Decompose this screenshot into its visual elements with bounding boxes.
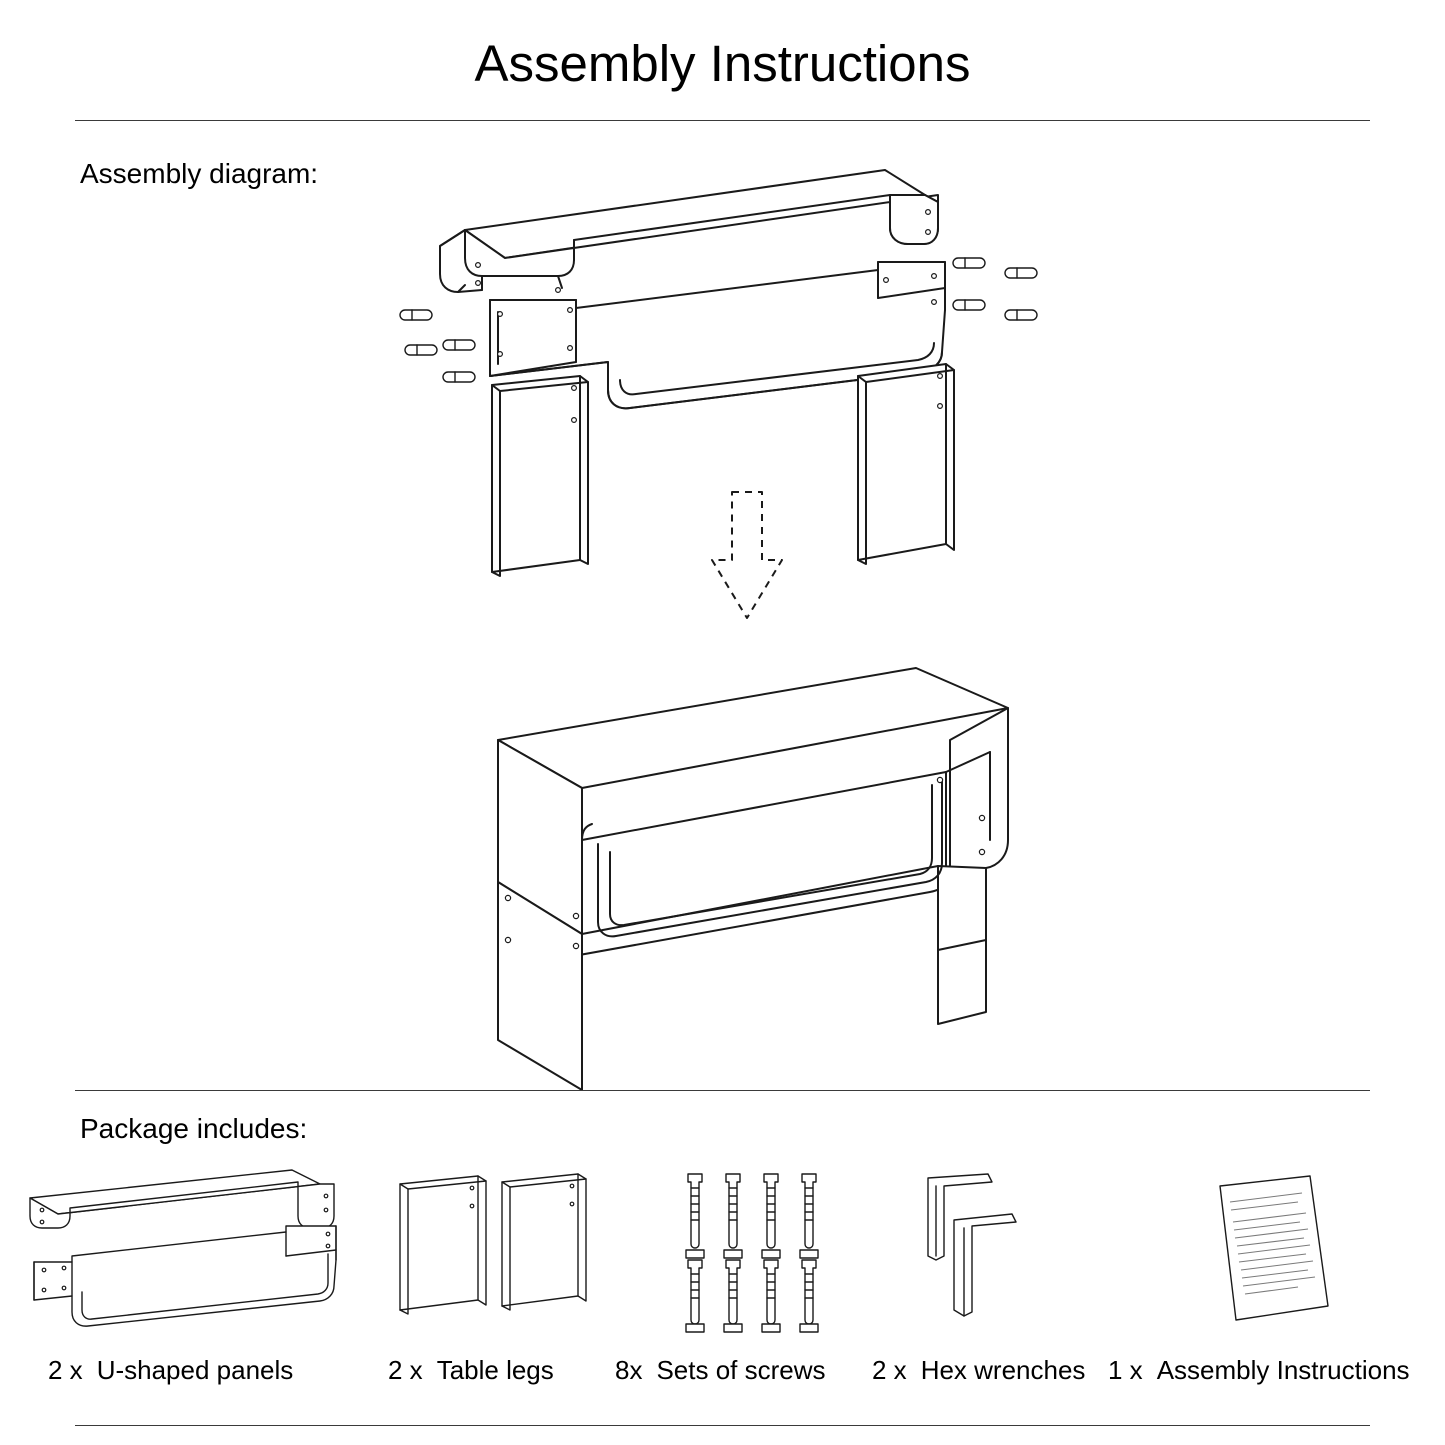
package-item-qty: 2 x	[388, 1355, 423, 1385]
divider-top	[75, 120, 1370, 121]
package-item-caption	[872, 1355, 1085, 1386]
divider-middle	[75, 1090, 1370, 1091]
right-table-leg	[858, 364, 954, 564]
assembly-diagram	[330, 140, 1120, 1040]
table-legs-icon	[400, 1174, 586, 1314]
package-contents	[20, 1160, 1430, 1340]
package-item-qty: 8x	[615, 1355, 643, 1385]
instructions-sheet-icon	[1220, 1176, 1328, 1320]
package-item-caption	[48, 1355, 293, 1386]
screws-icon	[686, 1174, 818, 1332]
package-item-qty: 1 x	[1108, 1355, 1143, 1385]
assembly-direction-arrow	[712, 492, 782, 618]
package-item-caption	[388, 1355, 554, 1386]
package-item-qty: 2 x	[48, 1355, 83, 1385]
package-captions	[0, 1355, 1445, 1395]
u-shaped-panels-icon	[30, 1170, 336, 1326]
assembly-diagram-label: Assembly diagram:	[80, 158, 319, 189]
divider-bottom	[75, 1425, 1370, 1426]
package-item-label: Assembly Instructions	[1156, 1355, 1410, 1385]
package-item-label: U-shaped panels	[96, 1355, 294, 1385]
assembled-table	[498, 668, 1008, 1090]
hex-wrenches-icon	[928, 1174, 1016, 1316]
package-item-label: Table legs	[436, 1355, 554, 1385]
package-item-label: Hex wrenches	[920, 1355, 1086, 1385]
package-item-qty: 2 x	[872, 1355, 907, 1385]
package-item-caption	[615, 1355, 826, 1386]
package-item-caption	[1108, 1355, 1410, 1386]
package-item-label: Sets of screws	[656, 1355, 826, 1385]
package-includes-label: Package includes:	[80, 1113, 308, 1144]
page-title: Assembly Instructions	[474, 35, 971, 92]
left-table-leg	[492, 376, 588, 576]
